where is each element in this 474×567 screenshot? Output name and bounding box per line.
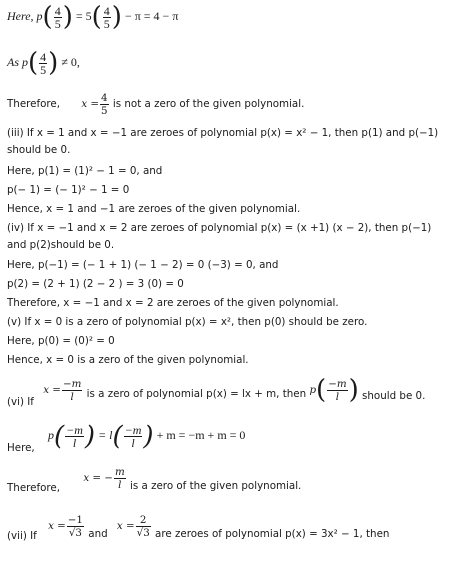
text-line-13: Therefore, x = −1 and x = 2 are zeroes of the given polynomial. bbox=[7, 297, 339, 309]
fraction: $\frac{m}{l}$ bbox=[114, 465, 125, 491]
fraction: $\frac{4}{5}$ bbox=[103, 3, 110, 31]
fraction: $\frac{4}{5}$ bbox=[54, 3, 61, 31]
fraction: $\frac{-m}{l}$ bbox=[66, 422, 83, 450]
fraction: $\frac{4}{5}$ bbox=[101, 91, 108, 117]
text-line-12: p(2) = (2 + 1) (2 − 2 ) = 3 (0) = 0 bbox=[7, 278, 184, 290]
text-line-20: (vii) If x = $\frac{-1}{√3}$ and x = $\frac{2}{√3}$ are zeroes of polynomial p(x) = 3x² − 1, then bbox=[7, 513, 390, 542]
text-line-17: (vi) If x = $\frac{-m}{l}$ is a zero of polynomial p(x) = lx + m, then p( $\frac{-m}{l}$ ) should be 0. bbox=[7, 375, 426, 408]
text-line-10: and p(2)should be 0. bbox=[7, 239, 115, 251]
text-line-11: Here, p(−1) = (− 1 + 1) (− 1 − 2) = 0 (−3) = 0, and bbox=[7, 259, 279, 271]
here-label: Here, bbox=[7, 8, 34, 23]
text-line-7: p(− 1) = (− 1)² − 1 = 0 bbox=[7, 184, 130, 196]
fraction: $\frac{-m}{l}$ bbox=[328, 377, 347, 403]
text-line-16: Hence, x = 0 is a zero of the given polynomial. bbox=[7, 354, 249, 366]
text-line-8: Hence, x = 1 and −1 are zeroes of the given polynomial. bbox=[7, 203, 301, 215]
fraction: $\frac{2}{√3}$ bbox=[136, 513, 150, 539]
therefore-line-1: Therefore, x = $\frac{4}{5}$ is not a zero of the given polynomial. bbox=[7, 91, 305, 117]
text-line-15: Here, p(0) = (0)² = 0 bbox=[7, 335, 115, 347]
equation-tail: − π = 4 − π bbox=[124, 8, 179, 23]
as-p-label: As p bbox=[7, 54, 28, 69]
fraction: $\frac{-m}{l}$ bbox=[124, 422, 142, 450]
text-line-19: Therefore, x = − $\frac{m}{l}$ is a zero of the given polynomial. bbox=[7, 465, 302, 494]
text-line-4: (iii) If x = 1 and x = −1 are zeroes of polynomial p(x) = x² − 1, then p(1) and p(−1) bbox=[7, 127, 439, 139]
fraction: $\frac{-1}{√3}$ bbox=[67, 513, 83, 539]
text-line-6: Here, p(1) = (1)² − 1 = 0, and bbox=[7, 165, 163, 177]
fraction: $\frac{4}{5}$ bbox=[40, 49, 47, 77]
text-line-18: Here, p( $\frac{-m}{l}$ ) = l( $\frac{-m}{l}$ ) + m = −m + m = 0 bbox=[7, 421, 246, 454]
not-equal-zero: ≠ 0, bbox=[61, 54, 80, 69]
equation-line-1: Here, p( $\frac{4}{5}$ ) = 5( $\frac{4}{5}$ ) − π = 4 − π bbox=[7, 2, 179, 32]
text-line-9: (iv) If x = −1 and x = 2 are zeroes of polynomial p(x) = (x +1) (x − 2), then p(−1) bbox=[7, 222, 432, 234]
p-symbol: p bbox=[36, 8, 43, 23]
text-line-5: should be 0. bbox=[7, 144, 71, 156]
text-line-14: (v) If x = 0 is a zero of polynomial p(x) = x², then p(0) should be zero. bbox=[7, 316, 368, 328]
fraction: $\frac{-m}{l}$ bbox=[62, 377, 82, 403]
equation-line-2: As p( $\frac{4}{5}$ ) ≠ 0, bbox=[7, 48, 80, 78]
equals-five: = 5 bbox=[75, 8, 92, 23]
